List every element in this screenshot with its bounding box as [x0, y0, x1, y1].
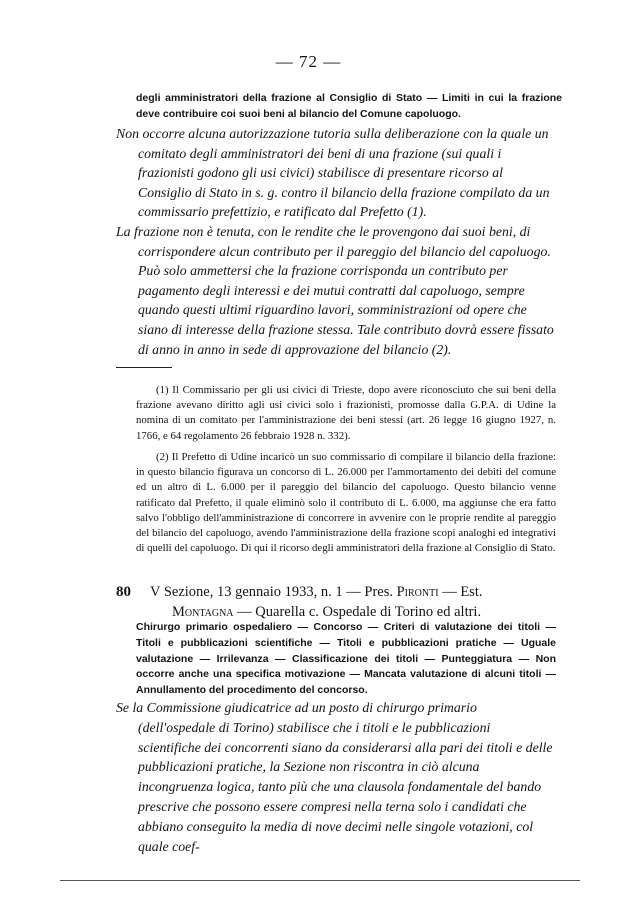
case-line-1a: V Sezione, 13 gennaio 1933, n. 1 — Pres. [150, 584, 397, 600]
maxim-paragraph-3 [116, 698, 556, 856]
case-line-1b: — Est. [438, 584, 483, 600]
case-president: Pironti [396, 584, 439, 600]
case-line-2: — Quarella c. Ospedale di Torino ed altri. [233, 604, 482, 620]
footnote-2-text: (2) Il Prefetto di Udine incaricò un suo commissario di compilare il bilancio della frazione: in questo bilancio figurava un concorso di L. 26.000 per l'ammortamento dei debiti del comune ed un altro di L. 6.000 per il pareggio del bilancio del capoluogo. Questo bilancio venne ratificato dal Prefetto, il quale eliminò solo il contributo di L. 6.000, ma aggiunse che era fatto salvo l'obbligo dell'amministrazione di concorrere in avvenire con le proprie rendite al pareggio del bilancio del capoluogo, avendo l'amministrazione della frazione scopi analoghi ed integrativi di quelli del capoluogo. Di qui il ricorso degli amministratori della frazione al Consiglio di Stato. [136, 451, 556, 555]
footnote-1 [136, 383, 556, 444]
case-header [116, 582, 556, 622]
page-bottom-edge [60, 880, 580, 881]
page-number: — 72 — [275, 52, 342, 71]
maxim-2-text: La frazione non è tenuta, con le rendite che le provengono dai suoi beni, di corrispondere alcun contributo per il pareggio del bilancio del capoluogo. Può solo ammettersi che la frazione corrisponda un contributo per pagamento degli interessi e dei mutui contratti dal capoluogo, sempre quando questi ultimi riguardino lavori, somministrazioni od opere che siano di interesse della frazione stessa. Tale contributo dovrà essere fissato di anno in anno in sede di approvazione del bilancio (2). [116, 224, 554, 357]
maxim-1-text: Non occorre alcuna autorizzazione tutoria sulla deliberazione con la quale un comitato degli amministratori dei beni di una frazione (sui quali i frazionisti godono gli usi civici) stabilisce di presentare ricorso al Consiglio di Stato in s. g. contro il bilancio della frazione compilato da un commissario prefettizio, e ratificato dal Prefetto (1). [116, 126, 550, 220]
maxim-paragraph-2 [116, 222, 556, 359]
case-number: 80 [116, 584, 131, 600]
footnote-1-text: (1) Il Commissario per gli usi civici di Trieste, dopo avere riconosciuto che sui beni della frazione avevano diritto agli usi civici solo i frazionisti, promosse dalla G.P.A. di Udine la nomina di un comitato per l'amministrazione dei beni stessi (art. 26 legge 16 giugno 1927, n. 1766, e 64 regolamento 26 febbraio 1928 n. 332). [136, 384, 556, 442]
footnote-2 [136, 450, 556, 556]
maxim-3-text: Se la Commissione giudicatrice ad un posto di chirurgo primario (dell'ospedale di Torino) stabilisce che i titoli e le pubblicazioni scientifiche dei concorrenti siano da considerarsi alla pari dei titoli e delle pubblicazioni pratiche, la Sezione non riscontra in ciò alcuna incongruenza logica, tanto più che una clausola fondamentale del bando prescrive che possono essere compresi nella terna solo i candidati che abbiano conseguito la media di nove decimi nelle singole votazioni, col quale coef- [116, 700, 553, 854]
case-line-2-wrap [116, 602, 556, 622]
maxim-paragraph-1 [116, 124, 556, 222]
footnote-separator [116, 367, 172, 368]
section-heading: degli amministratori della frazione al Consiglio di Stato — Limiti in cui la frazione deve contribuire coi suoi beni al bilancio del Comune capoluogo. [136, 92, 562, 120]
case-rapporteur: Montagna [172, 604, 234, 620]
case-heading: Chirurgo primario ospedaliero — Concorso — Criteri di valutazione dei titoli — Titoli e pubblicazioni scientifiche — Titoli e pubblicazioni pratiche — Uguale valutazione — Irrilevanza — Classificazione dei titoli — Punteggiatura — Non occorre anche una specifica motivazione — Mancata valutazione di alcuni titoli — Annullamento del procedimento del concorso. [136, 621, 556, 697]
